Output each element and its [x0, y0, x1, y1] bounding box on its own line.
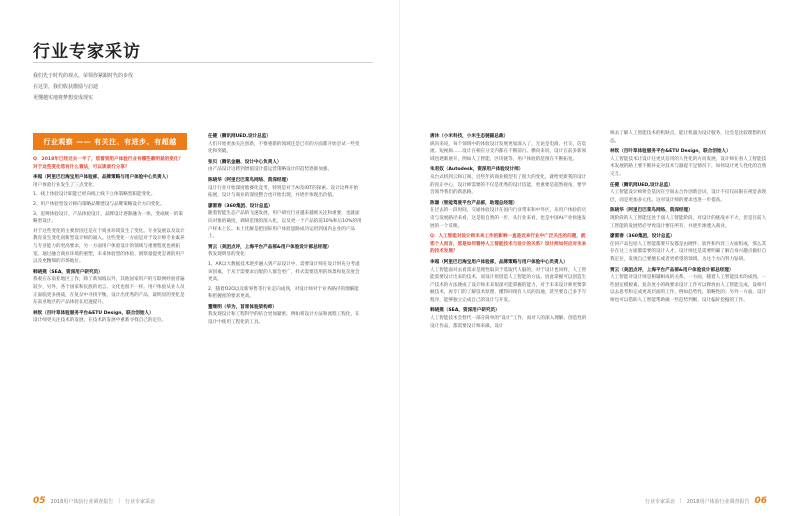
column-c [430, 130, 590, 470]
answer-paragraph: 对于这些变化的主要原因还是在于商业环境发生了变化。专业发展以及设计教育发生变化而新型设计师的涌入。这些变化一方面是对于设计师专业素养与专业能力的更高要求，另一方面用户体验设计的领域与重要程度也被拓宽。通过融合商业环境的重塑，未来体验型的体验、洞察量提更怎诱的用户以及更精细的市场地位。 [33, 228, 185, 265]
section-banner: 行业观察 —— 有关注、有进步、有超越 [33, 133, 187, 150]
expert-name: 朱君奴（Autodesk，资深用户体验设计师） [430, 167, 524, 173]
answer-paragraph: 设计师更关注技术的发展，在技术的发展中重新寻找自己的定位。 [33, 318, 167, 324]
expert-name: 廖雷春（360集团，设计总监） [610, 234, 675, 240]
answer-paragraph: 在过去的一段时间，交通体验设计在国内行业带来和中外区，从用户体验的历史与发展路径来看，这是很自然的一步，从行业来看，也是中国AI产业快速发展的一个反映。 [430, 208, 587, 229]
expert-name: 唐沐（小米科技，小米生态链副总裁） [430, 134, 509, 139]
page-number: 06 [754, 496, 767, 506]
answer-paragraph: 1、线上体验设计职能已经向线上线下立体策略型职能变化。 [33, 192, 156, 198]
expert-name: 陈晓华（阿里巴巴菜鸟网络、资深经理） [610, 208, 693, 214]
expert-name: 贾云（美团点评，上海平台产品部&用户体验设计部总经理） [208, 244, 332, 250]
intro-text [33, 71, 233, 104]
footer-left [33, 496, 155, 506]
intro-line: 我们先于时代的观点、荣领你紧跟时代的步伐 [33, 73, 134, 79]
expert-name: 陈晓华（阿里巴巴菜鸟网络、资深经理） [208, 177, 291, 183]
expert-name: 贾云（美团点评，上海平台产品部&用户体验设计部总经理） [610, 267, 734, 273]
footer-separator: | [118, 498, 120, 504]
expert-name: 韩晓燕（SEA，资深用户研究员） [33, 269, 103, 275]
answer-paragraph: 人工智能对设计师是相辅相成的关系。一方面，随着人工智能技术的成熟，一些固定模板素，复杂度小的线要求设计工作可以释放由人工智能完成，设师可以去思考和完成更高层面的工作，例如趋势性、策略性的；另外一方面，设计师也可以借助人工智能帮助做一些趋势判断，设计偏好挖掘的工作。 [610, 275, 767, 303]
answer-paragraph: 1、AR以大数据技术逐步融入到产品设计中，需要设计师在设计时充分考虑该因素，于从于需要求后配的人群会更广，样式需要适用的场景和复杂度会更高。 [208, 261, 360, 283]
column-b [208, 130, 362, 470]
answer-paragraph: 我发现明显的变化： [208, 252, 250, 258]
intro-line: 在这里，我们收获激励与启迪 [33, 84, 99, 90]
column-d [610, 130, 768, 470]
answer-paragraph: 纵向来说，每个领域中的体验设计发展更加深入了，无论是电商、社交、信息流、短视频……设计在相应分支内都在不断前行。横向来说，设计在前多新领域也逐渐展开，例如人工智能、区块链等，用户体验的范围在不断拓宽。 [430, 141, 587, 162]
right-page [400, 0, 800, 516]
expert-name: 廖雷春（360集团、设计总监） [208, 203, 273, 209]
page-number: 05 [33, 496, 46, 506]
column-a [33, 156, 187, 470]
answer-paragraph: 人们开始更加关注创新，不要重新的领域还是已有的方面都开始尝试一些变化和突破。 [208, 141, 360, 155]
answer-paragraph: 用户体验行业发生了三点变化： [33, 182, 98, 188]
expert-name: 林钦（百叶草体验服务平台&ETU Design，联合创始人） [610, 149, 731, 155]
footer-report-title: 2018用户体验行业调查报告 [50, 498, 114, 505]
answer-paragraph: 人工智能面对去看需求是理性取决于选取代人脑的，对于设计也同样，人工智能需要设计出来的技术，而设计原创造人工智能的方法。因此掌握可以创造生产技术的方法便成了设计师未来很深可能掌握的能力，对于未来设计师更要掌握技术，再专门的了解技术原理，懂得同现有人员的沟通，甚至要自己多手写程序，能够独立完成自己的设计与开发。 [430, 267, 587, 303]
answer-paragraph: 我观在东南亚地区工作，除了新加坡以外，其他国家用户的互联网经验普遍较少，另外，各个国家和民族的语言、文化也很不一样。用户体验从业人员正面临更多挑战，在复杂中寻找平衡，设计出优秀的产品，最明显的变化是东南亚地区的产品体验在迅速提升。 [33, 277, 185, 306]
answer-paragraph: 3、思辨体验设计、产品体验设计、品牌设计逐渐融为一体，变成统一的策略型设计。 [33, 211, 183, 225]
footer-right [645, 496, 767, 506]
expert-name: 韩晓燕（SEA，资深用户研究员） [430, 308, 500, 314]
answer-paragraph: 2、用户体验型设计师向策略品牌建设与品牌策略设计方向变化。 [33, 201, 165, 207]
answer-paragraph: 现阶段的人工智能还处于弱人工智能阶段，对设计的挑战并不大，但是目前人工智能的发展势必导致设计要任所有，并逐步渗透入商业。 [610, 215, 767, 229]
question-text: Q：人工智能对设计师未来工作的影响一直是近来行业中广泛关注的问题，就您个人而言，您是如何看待人工智能技术与设计的关系？设计师如何应对未来的技术发展？ [430, 234, 587, 255]
answer-paragraph: 师去了解人工智能技术的机缺点，能让机器为设计服务，这会是比较理想的状态。 [610, 131, 767, 144]
title-divider [33, 62, 373, 63]
expert-name: 任健（腾讯网UED,设计总监） [208, 134, 271, 139]
answer-paragraph: 人工智能技术让设计任更具信用的人性化的方向发展，设计师在看人工智能技术发展的路上要不断补充对技术与器提不足情况下，如何设计更人性化的自然交互。 [610, 156, 767, 177]
question-text: Q：2018年已经过去一半了，您看到用户体验行业有哪些最明显的变化？对于这些变化您有什么看法，可以谈谈行分享？ [33, 157, 183, 170]
expert-name: 李超（阿里巴巴淘宝用户体验部，品牌策略与用户体验中心负责人） [33, 175, 171, 181]
answer-paragraph: 随着智能生态产品的飞速发展，用户研究行业越来越被关注和重要，也就面向对象的确度，调研范围的深入化，以及更一个产品的前10%和后10%的用户样本上长。本土化解是把国际用户体验思路成功运用到国内企业的产品上。 [208, 211, 362, 240]
expert-name: 董继明（华为，首席体验架构师） [208, 304, 277, 310]
expert-name: 李超（阿里巴巴淘宝用户体验部，品牌策略与用户体验中心负责人） [430, 259, 568, 265]
page-title: 行业专家采访 [33, 42, 141, 62]
expert-name: 张贝（腾讯金融、设计中心负责人） [208, 159, 282, 165]
answer-paragraph: 设计行业开始深度地赛化竞考，特别是对于AI及IOT的探索。设计边界开始拓展，设计与商业的深度整合也开始出现，并逐步体现出价值。 [208, 185, 359, 199]
answer-paragraph: 人工智能技术会替代一部分简单的“设计”工作，而对人的深入理解、创造性的设计作品，都需要设计师来做。设计 [430, 316, 587, 329]
footer-section: 行业专家采访 [645, 498, 676, 505]
expert-name: 林钦（百叶草体验服务平台&ETU Design，联合创始人） [33, 310, 154, 316]
answer-paragraph: 由产品设计这跨到增值设计提运营策略设计的趋势逐渐加强。 [208, 167, 333, 173]
expert-name: 任健（腾讯网UED,设计总监） [610, 182, 673, 188]
footer-separator: | [680, 498, 682, 504]
answer-paragraph: 2、随着O2O以及新零售等行业走向成熟，对设计师对于业务路径的理解能和把握度的要求更高。 [208, 286, 359, 300]
footer-report-title: 2018用户体验行业调查报告 [686, 498, 750, 505]
intro-line: 更懂越实地将梦想变成现实 [33, 95, 94, 101]
answer-paragraph: 任何产品包括人工智能都要开发都是由硬件、软件和内容三方面组成，那么其存在这三方面都需要的设计人才，设计师还是需要明确了解自身兴趣点做好自我定位，发现自己要擅长或者更希望的领域，为这个方向努力钻研。 [610, 241, 767, 262]
answer-paragraph: 我发现设计和工程科学的结合更加紧密，例如将设计方法和流程工程化，在设计中使用工程化的工具。 [208, 312, 360, 326]
expert-name: 陈谦（智能驾驶平台产品部，助理总经理） [430, 200, 518, 206]
answer-paragraph: 从台式机到云和订阅，近些年的商业模型有了很大的变化，就给更新我的设计的真正中心，设计师需要的不仅是优秀的设计技能，更重要是超然视角，要学会领导我们的新思路。 [430, 174, 587, 196]
answer-paragraph: 人工智能设计师将会基因在空间去合作创新尝试，设计不仅仅局限在视觉表现层，而是更加多元化。这对设计师的要求也进一步提高。 [610, 190, 767, 203]
footer-section: 行业专家采访 [124, 498, 155, 505]
